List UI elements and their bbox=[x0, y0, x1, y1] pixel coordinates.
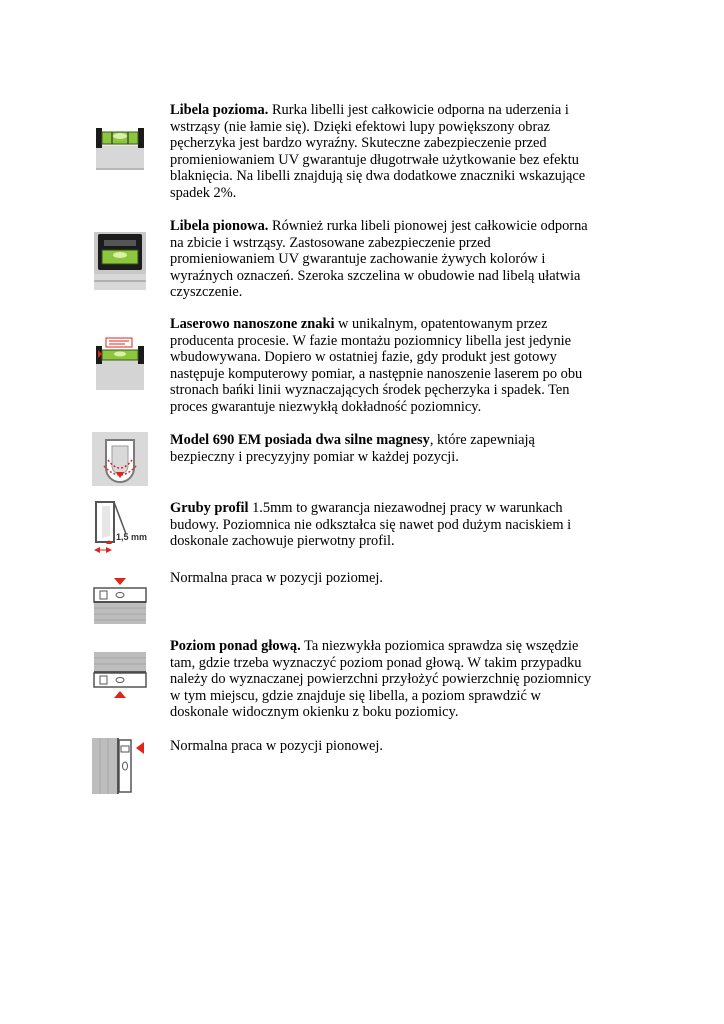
horizontal-use-icon bbox=[92, 570, 148, 626]
feature-title: Libela pozioma. bbox=[170, 102, 269, 118]
feature-body: Rurka libelli jest całkowicie odporna na uderzenia i wstrząsy (nie łamie się). Dzięki efektowi lupy powiększony obraz pęcherzyka jest bardzo wyraźny. Skuteczne zabezpieczenie przed promieniowaniem UV gwarantuje długotrwałe użytkowanie bez efektu blaknięcia. Na libelli znajdują się dwa dodatkowe znaczniki wskazujące spadek 2%. bbox=[170, 102, 586, 201]
overhead-level-icon bbox=[92, 652, 148, 710]
vertical-use-icon bbox=[92, 738, 148, 794]
feature-body: 1.5mm to gwarancja niezawodnej pracy w warunkach budowy. Poziomnica nie odkształca się nawet pod dużym naciskiem i doskonale zachowuje pierwotny profil. bbox=[170, 500, 572, 549]
profile-thickness-label: 1,5 mm bbox=[116, 532, 148, 542]
feature-title: Laserowo nanoszone znaki bbox=[170, 316, 335, 332]
feature-text bbox=[170, 500, 598, 550]
feature-body: , które zapewniają bezpieczny i precyzyjny pomiar w każdej pozycji. bbox=[170, 432, 535, 465]
feature-text bbox=[170, 738, 598, 755]
horizontal-vial-icon bbox=[92, 122, 148, 176]
feature-title: Gruby profil bbox=[170, 500, 249, 516]
feature-body: Normalna praca w pozycji pionowej. bbox=[170, 738, 383, 754]
feature-title: Model 690 EM posiada dwa silne magnesy bbox=[170, 432, 430, 448]
profile-thickness-icon bbox=[92, 500, 148, 556]
feature-title: Libela pionowa. bbox=[170, 218, 269, 234]
feature-title: Poziom ponad głową. bbox=[170, 638, 301, 654]
feature-body: w unikalnym, opatentowanym przez producenta procesie. W fazie montażu poziomnicy libella jest jedynie wbudowywana. Dopiero w ostatniej fazie, gdy produkt jest gotowy następuje komputerowy pomiar, a następnie nanoszenie laserem po obu stronach bańki linii wyznaczających środek pęcherzyka i spadek. Ten proces gwarantuje niezwykłą dokładność poziomnicy. bbox=[170, 316, 583, 415]
magnet-icon bbox=[92, 432, 148, 486]
feature-text bbox=[170, 218, 598, 301]
feature-body: Również rurka libeli pionowej jest całkowicie odporna na zbicie i wstrząsy. Zastosowane zabezpieczenie przed promieniowaniem UV gwarantuje zachowanie żywych kolorów i wyraźnych oznaczeń. Szeroka szczelina w obudowie nad libelą ułatwia czyszczenie. bbox=[170, 218, 588, 300]
feature-body: Ta niezwykła poziomica sprawdza się wszędzie tam, gdzie trzeba wyznaczyć poziom ponad głową. W takim przypadku należy do wyznaczanej powierzchni przyłożyć powierzchnię poziomnicy w tym miejscu, gdzie znajduje się libella, a poziom sprawdzić w doskonale widocznym okienku z boku poziomicy. bbox=[170, 638, 592, 720]
feature-text bbox=[170, 102, 598, 201]
vertical-vial-icon bbox=[92, 230, 148, 292]
feature-text bbox=[170, 316, 598, 415]
laser-marks-icon bbox=[92, 336, 148, 392]
feature-body: Normalna praca w pozycji poziomej. bbox=[170, 570, 383, 586]
feature-text bbox=[170, 570, 598, 587]
feature-text bbox=[170, 432, 598, 465]
feature-text bbox=[170, 638, 598, 721]
